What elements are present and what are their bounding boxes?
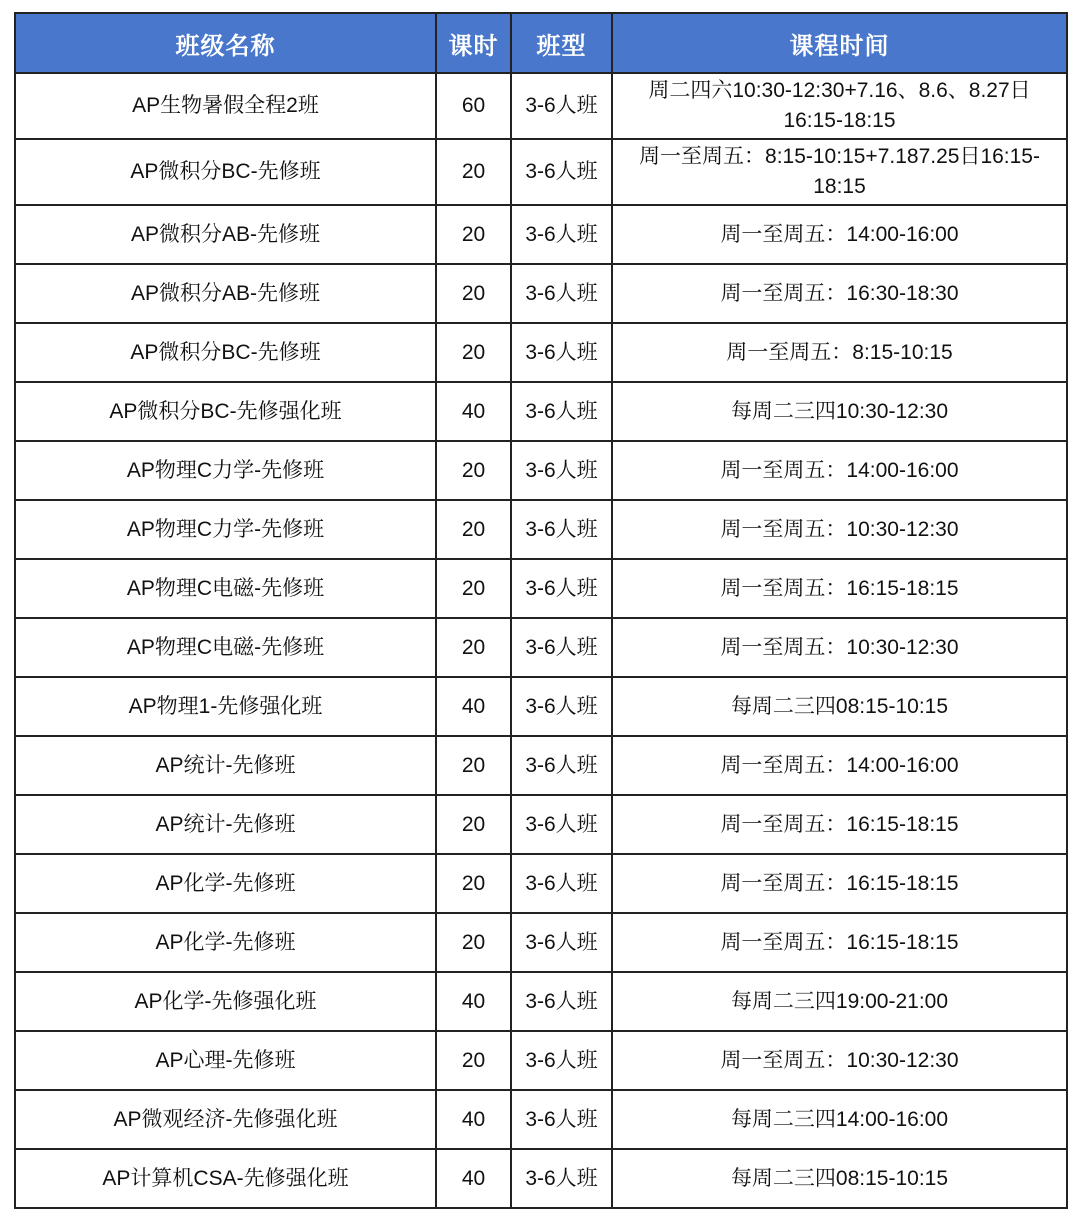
table-row: [15, 205, 1067, 264]
cell-hours: 20: [436, 441, 511, 500]
table-row: [15, 854, 1067, 913]
cell-class-type: 3-6人班: [511, 677, 612, 736]
cell-class-type: 3-6人班: [511, 1149, 612, 1208]
cell-class-type: 3-6人班: [511, 736, 612, 795]
cell-course-time: 周一至周五：8:15-10:15: [612, 323, 1067, 382]
column-header-course-time: 课程时间: [612, 13, 1067, 73]
cell-class-name: AP微积分BC-先修强化班: [15, 382, 436, 441]
cell-class-name: AP化学-先修班: [15, 854, 436, 913]
cell-hours: 40: [436, 382, 511, 441]
table-row: [15, 382, 1067, 441]
table-row: [15, 795, 1067, 854]
cell-class-type: 3-6人班: [511, 205, 612, 264]
table-row: [15, 500, 1067, 559]
table-row: [15, 139, 1067, 205]
cell-course-time: 周一至周五：16:15-18:15: [612, 559, 1067, 618]
cell-course-time: 周一至周五：16:15-18:15: [612, 795, 1067, 854]
table-row: [15, 1149, 1067, 1208]
cell-hours: 20: [436, 559, 511, 618]
cell-hours: 20: [436, 205, 511, 264]
cell-hours: 20: [436, 1031, 511, 1090]
course-schedule-table: [14, 12, 1068, 1209]
cell-class-type: 3-6人班: [511, 972, 612, 1031]
cell-class-type: 3-6人班: [511, 382, 612, 441]
cell-hours: 20: [436, 736, 511, 795]
table-row: [15, 736, 1067, 795]
cell-hours: 40: [436, 1090, 511, 1149]
cell-course-time: 每周二三四10:30-12:30: [612, 382, 1067, 441]
cell-course-time: 每周二三四08:15-10:15: [612, 1149, 1067, 1208]
cell-class-name: AP微观经济-先修强化班: [15, 1090, 436, 1149]
cell-class-name: AP微积分AB-先修班: [15, 205, 436, 264]
cell-hours: 20: [436, 795, 511, 854]
cell-hours: 20: [436, 913, 511, 972]
cell-class-name: AP统计-先修班: [15, 736, 436, 795]
cell-class-name: AP化学-先修班: [15, 913, 436, 972]
cell-hours: 20: [436, 139, 511, 205]
cell-hours: 40: [436, 1149, 511, 1208]
cell-hours: 40: [436, 972, 511, 1031]
table-row: [15, 323, 1067, 382]
table-row: [15, 913, 1067, 972]
column-header-class-name: 班级名称: [15, 13, 436, 73]
cell-class-name: AP生物暑假全程2班: [15, 73, 436, 139]
cell-hours: 60: [436, 73, 511, 139]
cell-class-name: AP心理-先修班: [15, 1031, 436, 1090]
table-body: [15, 73, 1067, 1208]
table-row: [15, 559, 1067, 618]
cell-class-type: 3-6人班: [511, 1090, 612, 1149]
cell-hours: 20: [436, 854, 511, 913]
cell-course-time: 周一至周五：16:15-18:15: [612, 854, 1067, 913]
cell-class-name: AP物理C力学-先修班: [15, 441, 436, 500]
cell-class-type: 3-6人班: [511, 618, 612, 677]
cell-hours: 20: [436, 323, 511, 382]
cell-course-time: 每周二三四14:00-16:00: [612, 1090, 1067, 1149]
table-row: [15, 441, 1067, 500]
cell-course-time: 周一至周五：10:30-12:30: [612, 618, 1067, 677]
cell-course-time: 周一至周五：16:15-18:15: [612, 913, 1067, 972]
cell-course-time: 周一至周五：14:00-16:00: [612, 736, 1067, 795]
cell-class-type: 3-6人班: [511, 73, 612, 139]
cell-hours: 20: [436, 500, 511, 559]
cell-class-type: 3-6人班: [511, 139, 612, 205]
cell-course-time: 周一至周五：16:30-18:30: [612, 264, 1067, 323]
cell-course-time: 周一至周五：8:15-10:15+7.187.25日16:15-18:15: [612, 139, 1067, 205]
cell-class-name: AP微积分BC-先修班: [15, 323, 436, 382]
cell-class-name: AP微积分BC-先修班: [15, 139, 436, 205]
table-row: [15, 677, 1067, 736]
cell-course-time: 周一至周五：10:30-12:30: [612, 1031, 1067, 1090]
cell-course-time: 周一至周五：14:00-16:00: [612, 205, 1067, 264]
table-row: [15, 264, 1067, 323]
cell-class-type: 3-6人班: [511, 559, 612, 618]
cell-class-name: AP化学-先修强化班: [15, 972, 436, 1031]
cell-class-type: 3-6人班: [511, 264, 612, 323]
table-header: [15, 13, 1067, 73]
table-row: [15, 972, 1067, 1031]
cell-class-name: AP物理C电磁-先修班: [15, 618, 436, 677]
cell-course-time: 周二四六10:30-12:30+7.16、8.6、8.27日16:15-18:15: [612, 73, 1067, 139]
cell-class-type: 3-6人班: [511, 854, 612, 913]
cell-hours: 20: [436, 264, 511, 323]
cell-course-time: 每周二三四08:15-10:15: [612, 677, 1067, 736]
cell-class-type: 3-6人班: [511, 795, 612, 854]
cell-class-type: 3-6人班: [511, 441, 612, 500]
cell-hours: 40: [436, 677, 511, 736]
cell-class-name: AP微积分AB-先修班: [15, 264, 436, 323]
table-row: [15, 73, 1067, 139]
cell-class-name: AP物理1-先修强化班: [15, 677, 436, 736]
column-header-class-type: 班型: [511, 13, 612, 73]
table-row: [15, 1090, 1067, 1149]
table-row: [15, 618, 1067, 677]
cell-class-name: AP物理C电磁-先修班: [15, 559, 436, 618]
cell-course-time: 周一至周五：14:00-16:00: [612, 441, 1067, 500]
cell-class-type: 3-6人班: [511, 1031, 612, 1090]
column-header-hours: 课时: [436, 13, 511, 73]
cell-course-time: 每周二三四19:00-21:00: [612, 972, 1067, 1031]
cell-class-name: AP统计-先修班: [15, 795, 436, 854]
header-row: [15, 13, 1067, 73]
cell-course-time: 周一至周五：10:30-12:30: [612, 500, 1067, 559]
cell-class-name: AP物理C力学-先修班: [15, 500, 436, 559]
cell-class-type: 3-6人班: [511, 323, 612, 382]
table-row: [15, 1031, 1067, 1090]
cell-hours: 20: [436, 618, 511, 677]
cell-class-name: AP计算机CSA-先修强化班: [15, 1149, 436, 1208]
cell-class-type: 3-6人班: [511, 500, 612, 559]
cell-class-type: 3-6人班: [511, 913, 612, 972]
